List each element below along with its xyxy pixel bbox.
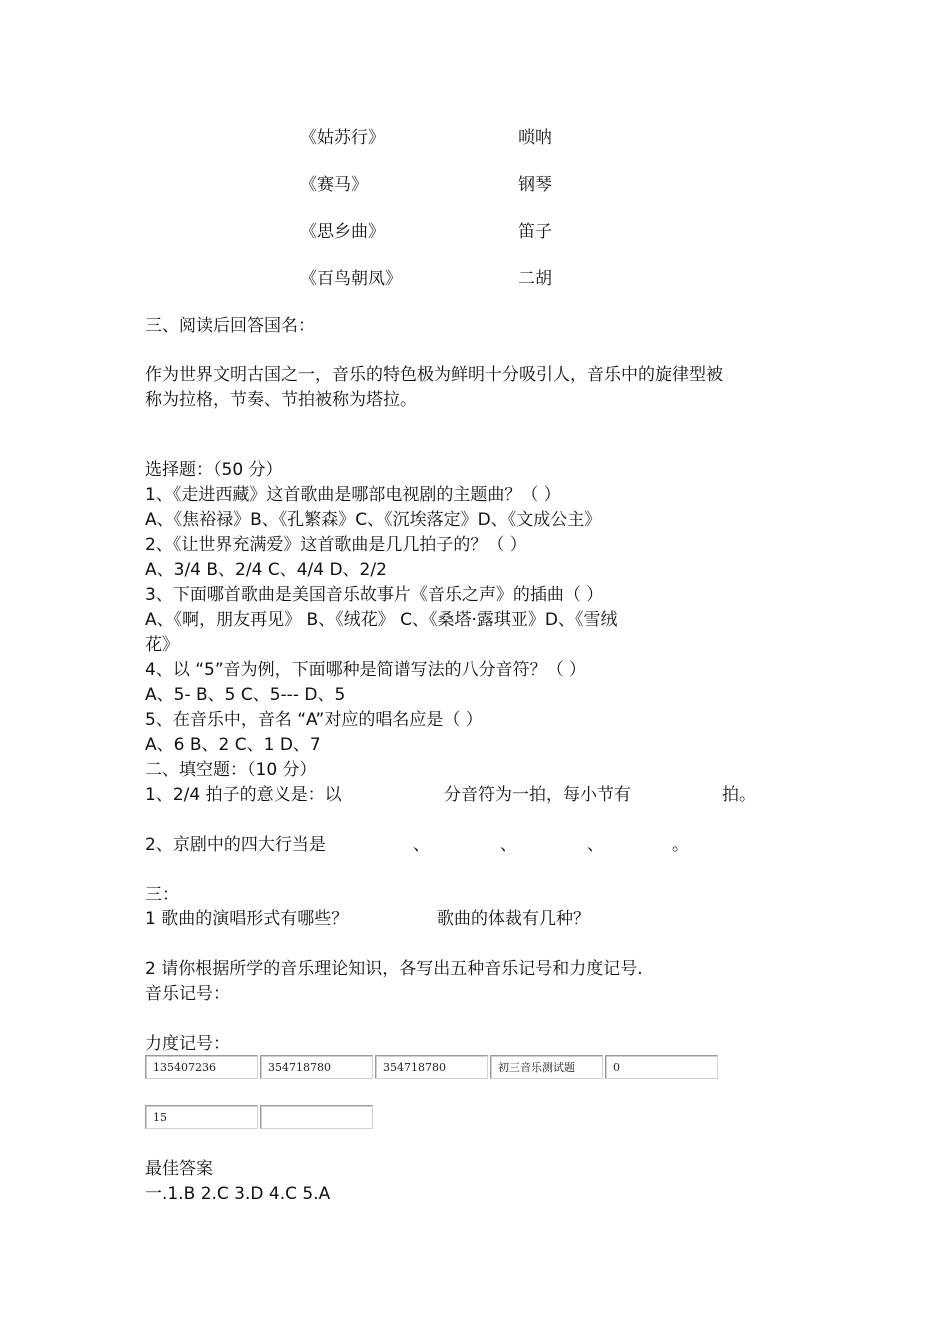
piece-2: 《赛马》 (300, 175, 368, 195)
choice-q2-options: A、3/4 B、2/4 C、4/4 D、2/2 (145, 560, 387, 580)
fill-q2-end: 。 (672, 835, 689, 855)
instrument-3: 笛子 (518, 222, 552, 242)
answer-heading: 最佳答案 (145, 1159, 213, 1179)
section3-q2: 2 请你根据所学的音乐理论知识，各写出五种音乐记号和力度记号. (145, 959, 643, 979)
instrument-4: 二胡 (518, 269, 552, 289)
choice-q3-options-line1: A、《啊，朋友再见》 B、《绒花》 C、《桑塔·露琪亚》D、《雪绒 (145, 610, 618, 630)
choice-q1-options: A、《焦裕禄》B、《孔繁森》C、《沉埃落定》D、《文成公主》 (145, 510, 602, 530)
choice-q3-options-line2: 花》 (145, 635, 179, 655)
fill-heading: 二、填空题：（10 分） (145, 760, 317, 780)
reading-heading: 三、阅读后回答国名： (145, 316, 315, 336)
choice-q4-options: A、5- B、5 C、5--- D、5 (145, 685, 346, 705)
music-marks-label: 音乐记号： (145, 984, 230, 1004)
instrument-1: 唢呐 (518, 128, 552, 148)
dynamics-label: 力度记号： (145, 1034, 230, 1054)
choice-q2: 2、《让世界充满爱》这首歌曲是几几拍子的？（ ） (145, 535, 527, 555)
section3-q1-part-b: 歌曲的体裁有几种？ (437, 909, 590, 929)
fill-q1-part-b: 分音符为一拍，每小节有 (444, 785, 631, 805)
fill-q2-part-a: 2、京剧中的四大行当是 (145, 835, 326, 855)
reading-passage-line1: 作为世界文明古国之一，音乐的特色极为鲜明十分吸引人，音乐中的旋律型被 (145, 365, 723, 385)
choice-q4: 4、以 “5”音为例，下面哪种是简谱写法的八分音符？（ ） (145, 660, 587, 680)
info-cell: 354718780 (375, 1055, 488, 1079)
piece-4: 《百鸟朝凤》 (300, 269, 402, 289)
info-cell: 0 (605, 1055, 718, 1079)
choice-heading: 选择题：（50 分） (145, 460, 283, 480)
info-cell: 354718780 (260, 1055, 373, 1079)
piece-1: 《姑苏行》 (300, 128, 385, 148)
fill-q2-separator-3: 、 (587, 835, 604, 855)
section3-heading: 三： (145, 885, 179, 905)
info-cell: 15 (145, 1105, 258, 1129)
choice-q3: 3、下面哪首歌曲是美国音乐故事片《音乐之声》的插曲（ ） (145, 585, 604, 605)
fill-q2-separator-1: 、 (413, 835, 430, 855)
info-cell: 135407236 (145, 1055, 258, 1079)
fill-q2-separator-2: 、 (500, 835, 517, 855)
reading-passage-line2: 称为拉格，节奏、节拍被称为塔拉。 (145, 390, 417, 410)
info-cell (260, 1105, 373, 1129)
fill-q1-part-c: 拍。 (722, 785, 756, 805)
info-cell: 初三音乐测试题 (490, 1055, 603, 1079)
choice-q5: 5、在音乐中，音名 “A”对应的唱名应是（ ） (145, 710, 483, 730)
choice-q1: 1、《走进西藏》这首歌曲是哪部电视剧的主题曲？（ ） (145, 485, 561, 505)
choice-q5-options: A、6 B、2 C、1 D、7 (145, 735, 321, 755)
fill-q1-part-a: 1、2/4 拍子的意义是：以 (145, 785, 342, 805)
piece-3: 《思乡曲》 (300, 222, 385, 242)
answer-line-1: 一.1.B 2.C 3.D 4.C 5.A (145, 1184, 331, 1204)
instrument-2: 钢琴 (518, 175, 552, 195)
section3-q1-part-a: 1 歌曲的演唱形式有哪些？ (145, 909, 349, 929)
